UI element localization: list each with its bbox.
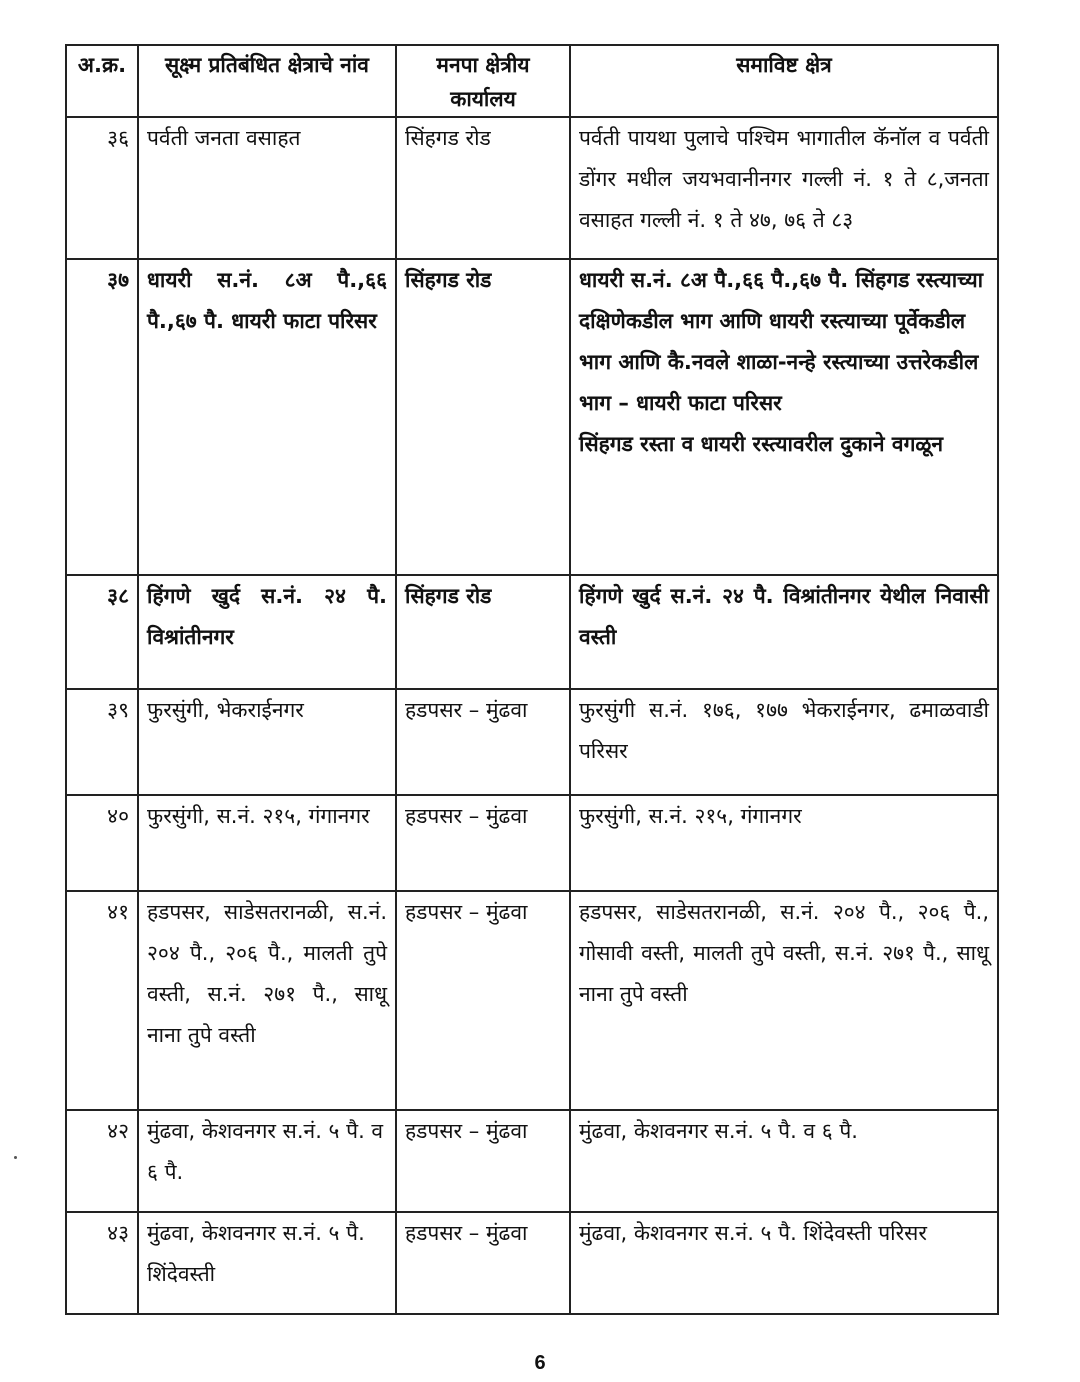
row-serial: ४३ bbox=[66, 1212, 138, 1314]
table-header-row bbox=[66, 45, 998, 117]
row-zone-name: हिंगणे खुर्द स.नं. २४ पै. विश्रांतीनगर bbox=[138, 575, 396, 689]
header-included-area: समाविष्ट क्षेत्र bbox=[570, 45, 998, 117]
row-serial: ३६ bbox=[66, 117, 138, 259]
row-included-area: मुंढवा, केशवनगर स.नं. ५ पै. शिंदेवस्ती परिसर bbox=[570, 1212, 998, 1314]
table-row bbox=[66, 575, 998, 689]
table-row bbox=[66, 1110, 998, 1212]
page-number: 6 bbox=[534, 1352, 546, 1374]
table-row bbox=[66, 891, 998, 1110]
row-serial: ४२ bbox=[66, 1110, 138, 1212]
row-zone-name: मुंढवा, केशवनगर स.नं. ५ पै. व ६ पै. bbox=[138, 1110, 396, 1212]
scan-speck bbox=[14, 1156, 17, 1159]
row-included-area-cell bbox=[570, 259, 998, 575]
row-included-area: मुंढवा, केशवनगर स.नं. ५ पै. व ६ पै. bbox=[570, 1110, 998, 1212]
table-row bbox=[66, 689, 998, 795]
row-zone-name: पर्वती जनता वसाहत bbox=[138, 117, 396, 259]
row-included-area: धायरी स.नं. ८अ पै.,६६ पै.,६७ पै. सिंहगड रस्त्याच्या दक्षिणेकडील भाग आणि धायरी रस्त्याच्या पूर्वेकडील भाग आणि कै.नवले शाळा-नन्हे रस्त्याच्या उत्तरेकडील भाग – धायरी फाटा परिसर bbox=[579, 268, 984, 415]
row-zone-name: धायरी स.नं. ८अ पै.,६६ पै.,६७ पै. धायरी फाटा परिसर bbox=[138, 259, 396, 575]
row-ward-office: हडपसर – मुंढवा bbox=[396, 1110, 570, 1212]
row-ward-office: हडपसर – मुंढवा bbox=[396, 689, 570, 795]
row-zone-name: फुरसुंगी, स.नं. २१५, गंगानगर bbox=[138, 795, 396, 891]
row-zone-name: मुंढवा, केशवनगर स.नं. ५ पै. शिंदेवस्ती bbox=[138, 1212, 396, 1314]
row-zone-name: हडपसर, साडेसतरानळी, स.नं. २०४ पै., २०६ पै., मालती तुपे वस्ती, स.नं. २७१ पै., साधू नाना तुपे वस्ती bbox=[138, 891, 396, 1110]
row-ward-office: हडपसर – मुंढवा bbox=[396, 1212, 570, 1314]
header-serial: अ.क्र. bbox=[66, 45, 138, 117]
row-included-area: पर्वती पायथा पुलाचे पश्चिम भागातील कॅनॉल व पर्वती डोंगर मधील जयभवानीनगर गल्ली नं. १ ते ८,जनता वसाहत गल्ली नं. १ ते ४७, ७६ ते ८३ bbox=[570, 117, 998, 259]
header-zone-name: सूक्ष्म प्रतिबंधित क्षेत्राचे नांव bbox=[138, 45, 396, 117]
row-ward-office: सिंहगड रोड bbox=[396, 259, 570, 575]
row-included-area: फुरसुंगी, स.नं. २१५, गंगानगर bbox=[570, 795, 998, 891]
row-serial: ३९ bbox=[66, 689, 138, 795]
table-row bbox=[66, 117, 998, 259]
row-included-area: हिंगणे खुर्द स.नं. २४ पै. विश्रांतीनगर येथील निवासी वस्ती bbox=[570, 575, 998, 689]
row-included-area-note: सिंहगड रस्ता व धायरी रस्त्यावरील दुकाने वगळून bbox=[579, 432, 944, 456]
containment-zones-table bbox=[65, 44, 999, 1315]
row-serial: ३७ bbox=[66, 259, 138, 575]
row-included-area: फुरसुंगी स.नं. १७६, १७७ भेकराईनगर, ढमाळवाडी परिसर bbox=[570, 689, 998, 795]
row-ward-office: हडपसर – मुंढवा bbox=[396, 795, 570, 891]
row-serial: ४० bbox=[66, 795, 138, 891]
row-included-area: हडपसर, साडेसतरानळी, स.नं. २०४ पै., २०६ पै., गोसावी वस्ती, मालती तुपे वस्ती, स.नं. २७१ पै., साधू नाना तुपे वस्ती bbox=[570, 891, 998, 1110]
table-row bbox=[66, 1212, 998, 1314]
table-row bbox=[66, 259, 998, 575]
row-serial: ४१ bbox=[66, 891, 138, 1110]
row-serial: ३८ bbox=[66, 575, 138, 689]
row-ward-office: सिंहगड रोड bbox=[396, 117, 570, 259]
table-row bbox=[66, 795, 998, 891]
header-ward-office: मनपा क्षेत्रीय कार्यालय bbox=[396, 45, 570, 117]
row-ward-office: सिंहगड रोड bbox=[396, 575, 570, 689]
row-zone-name: फुरसुंगी, भेकराईनगर bbox=[138, 689, 396, 795]
row-ward-office: हडपसर – मुंढवा bbox=[396, 891, 570, 1110]
